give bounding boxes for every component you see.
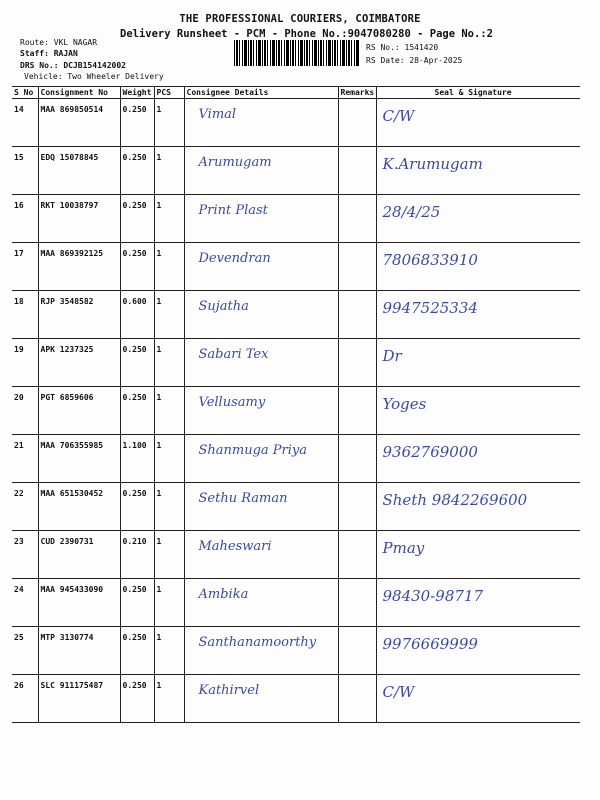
row-sno: 19 xyxy=(12,339,38,387)
row-sno: 18 xyxy=(12,291,38,339)
row-weight: 0.210 xyxy=(120,531,154,579)
row-consignee: Shanmuga Priya xyxy=(184,435,338,483)
row-consignee: Santhanamoorthy xyxy=(184,627,338,675)
table-row xyxy=(12,579,580,627)
table-row xyxy=(12,483,580,531)
row-weight: 0.250 xyxy=(120,627,154,675)
table-row xyxy=(12,435,580,483)
row-sno: 24 xyxy=(12,579,38,627)
row-consignment: SLC 911175487 xyxy=(38,675,120,723)
row-pcs: 1 xyxy=(154,147,184,195)
row-consignment: APK 1237325 xyxy=(38,339,120,387)
table-header-row xyxy=(12,87,580,99)
row-pcs: 1 xyxy=(154,627,184,675)
row-sno: 21 xyxy=(12,435,38,483)
row-consignee: Sethu Raman xyxy=(184,483,338,531)
row-weight: 0.250 xyxy=(120,675,154,723)
table-row xyxy=(12,291,580,339)
row-signature: C/W xyxy=(376,99,580,147)
row-signature: 9362769000 xyxy=(376,435,580,483)
row-sno: 26 xyxy=(12,675,38,723)
table-row xyxy=(12,387,580,435)
row-consignee: Kathirvel xyxy=(184,675,338,723)
row-pcs: 1 xyxy=(154,339,184,387)
row-pcs: 1 xyxy=(154,243,184,291)
row-consignment: MAA 945433090 xyxy=(38,579,120,627)
table-row xyxy=(12,195,580,243)
rs-date: RS Date: 28-Apr-2025 xyxy=(366,56,463,65)
runsheet-table xyxy=(12,86,580,723)
table-row xyxy=(12,339,580,387)
row-pcs: 1 xyxy=(154,99,184,147)
table-row xyxy=(12,627,580,675)
row-consignment: RJP 3548582 xyxy=(38,291,120,339)
row-remarks xyxy=(338,387,376,435)
row-sno: 22 xyxy=(12,483,38,531)
route-label: Route: VKL NAGAR xyxy=(20,38,98,47)
row-remarks xyxy=(338,531,376,579)
row-remarks xyxy=(338,195,376,243)
row-signature: 9947525334 xyxy=(376,291,580,339)
table-row xyxy=(12,675,580,723)
row-weight: 0.250 xyxy=(120,483,154,531)
table-row xyxy=(12,243,580,291)
row-consignee: Maheswari xyxy=(184,531,338,579)
row-weight: 0.250 xyxy=(120,195,154,243)
row-pcs: 1 xyxy=(154,483,184,531)
row-signature: Sheth 9842269600 xyxy=(376,483,580,531)
row-signature: Dr xyxy=(376,339,580,387)
row-consignment: PGT 6859606 xyxy=(38,387,120,435)
row-pcs: 1 xyxy=(154,579,184,627)
vehicle-label: Vehicle: Two Wheeler Delivery xyxy=(24,72,164,81)
col-consignee: Consignee Details xyxy=(184,87,338,99)
row-weight: 0.250 xyxy=(120,579,154,627)
row-sno: 20 xyxy=(12,387,38,435)
row-sno: 15 xyxy=(12,147,38,195)
row-pcs: 1 xyxy=(154,387,184,435)
row-sno: 17 xyxy=(12,243,38,291)
row-pcs: 1 xyxy=(154,195,184,243)
row-signature: 9976669999 xyxy=(376,627,580,675)
row-consignee: Vellusamy xyxy=(184,387,338,435)
row-consignee: Sabari Tex xyxy=(184,339,338,387)
company-title: THE PROFESSIONAL COURIERS, COIMBATORE xyxy=(179,13,421,25)
row-remarks xyxy=(338,579,376,627)
row-consignee: Arumugam xyxy=(184,147,338,195)
row-consignee: Print Plast xyxy=(184,195,338,243)
row-weight: 0.600 xyxy=(120,291,154,339)
row-signature: 28/4/25 xyxy=(376,195,580,243)
row-remarks xyxy=(338,99,376,147)
drs-number: DRS No.: DCJB154142002 xyxy=(20,61,126,70)
table-row xyxy=(12,531,580,579)
row-sno: 23 xyxy=(12,531,38,579)
row-weight: 0.250 xyxy=(120,387,154,435)
table-row xyxy=(12,99,580,147)
row-remarks xyxy=(338,243,376,291)
row-signature: K.Arumugam xyxy=(376,147,580,195)
col-weight: Weight xyxy=(120,87,154,99)
col-remarks: Remarks xyxy=(338,87,376,99)
row-pcs: 1 xyxy=(154,435,184,483)
row-sno: 16 xyxy=(12,195,38,243)
row-consignment: MAA 869392125 xyxy=(38,243,120,291)
row-sno: 25 xyxy=(12,627,38,675)
row-weight: 1.100 xyxy=(120,435,154,483)
col-signature: Seal & Signature xyxy=(376,87,580,99)
row-remarks xyxy=(338,435,376,483)
row-pcs: 1 xyxy=(154,675,184,723)
row-weight: 0.250 xyxy=(120,243,154,291)
row-signature: Yoges xyxy=(376,387,580,435)
col-sno: S No xyxy=(12,87,38,99)
table-row xyxy=(12,147,580,195)
row-consignment: MAA 869850514 xyxy=(38,99,120,147)
row-remarks xyxy=(338,483,376,531)
row-signature: Pmay xyxy=(376,531,580,579)
row-consignment: MAA 651530452 xyxy=(38,483,120,531)
row-remarks xyxy=(338,627,376,675)
row-remarks xyxy=(338,147,376,195)
row-weight: 0.250 xyxy=(120,147,154,195)
col-pcs: PCS xyxy=(154,87,184,99)
col-consignment: Consignment No xyxy=(38,87,120,99)
row-pcs: 1 xyxy=(154,531,184,579)
row-pcs: 1 xyxy=(154,291,184,339)
row-remarks xyxy=(338,339,376,387)
row-consignment: EDQ 15078845 xyxy=(38,147,120,195)
row-remarks xyxy=(338,675,376,723)
runsheet-subtitle: Delivery Runsheet - PCM - Phone No.:9047080280 - Page No.:2 xyxy=(120,28,493,40)
row-signature: 7806833910 xyxy=(376,243,580,291)
row-consignment: CUD 2390731 xyxy=(38,531,120,579)
row-consignee: Sujatha xyxy=(184,291,338,339)
staff-label: Staff: RAJAN xyxy=(20,49,78,58)
row-consignment: MAA 706355985 xyxy=(38,435,120,483)
barcode xyxy=(234,40,360,66)
row-sno: 14 xyxy=(12,99,38,147)
row-weight: 0.250 xyxy=(120,339,154,387)
row-consignee: Vimal xyxy=(184,99,338,147)
row-signature: 98430-98717 xyxy=(376,579,580,627)
row-consignment: RKT 10038797 xyxy=(38,195,120,243)
row-weight: 0.250 xyxy=(120,99,154,147)
row-consignee: Devendran xyxy=(184,243,338,291)
rs-number: RS No.: 1541420 xyxy=(366,43,439,52)
row-signature: C/W xyxy=(376,675,580,723)
row-consignment: MTP 3130774 xyxy=(38,627,120,675)
row-remarks xyxy=(338,291,376,339)
row-consignee: Ambika xyxy=(184,579,338,627)
